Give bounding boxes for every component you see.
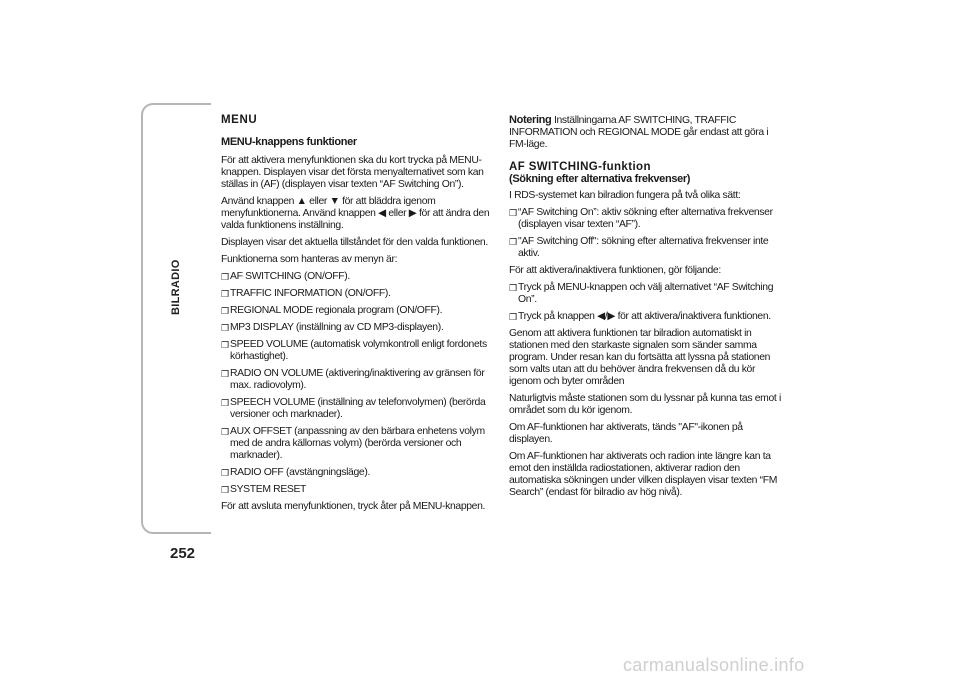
list-item: [221, 484, 491, 496]
body-paragraph: Naturligtvis måste stationen som du lyssnar på kunna tas emot i området som du kör igenom.: [509, 393, 781, 416]
list-item-text: “AF Switching On”: aktiv sökning efter alternativa frekvenser (displayen visar texten “AF”).: [518, 207, 773, 230]
list-item-text: [518, 311, 781, 323]
right-arrow-icon: ▶: [607, 311, 616, 322]
checkbox-bullet-icon: ❒: [221, 289, 229, 299]
list-item-text: REGIONAL MODE regionala program (ON/OFF).: [230, 305, 443, 316]
list-item: [221, 467, 491, 479]
list-item: [221, 368, 491, 392]
note-paragraph: [509, 114, 781, 151]
list-item: [509, 236, 781, 260]
list-item: [509, 207, 781, 231]
note-text: Inställningarna AF SWITCHING, TRAFFIC INFORMATION och REGIONAL MODE går endast att göra i FM-läge.: [509, 115, 769, 150]
list-item: [221, 271, 491, 283]
checkbox-bullet-icon: ❒: [509, 208, 517, 218]
nav-text-b: för att bläddra igenom menyfunktionerna. Använd knappen: [221, 196, 436, 219]
checkbox-bullet-icon: ❒: [221, 272, 229, 282]
af-switching-heading: AF SWITCHING-funktion: [509, 161, 651, 173]
step2-text-b: för att aktivera/inaktivera funktionen.: [617, 311, 771, 322]
list-item-text: AF SWITCHING (ON/OFF).: [230, 271, 350, 282]
nav-text-c: för att ändra den valda funktionens inställning.: [221, 208, 490, 231]
nav-or-1: eller: [309, 196, 328, 207]
nav-text-a: Använd knappen: [221, 196, 295, 207]
list-item-text: Tryck på MENU-knappen och välj alternativet “AF Switching On”.: [518, 282, 774, 305]
checkbox-bullet-icon: ❒: [221, 323, 229, 333]
list-item-text: SYSTEM RESET: [230, 484, 307, 495]
page-margin-frame: [141, 103, 211, 534]
checkbox-bullet-icon: ❒: [221, 306, 229, 316]
section-side-label: BILRADIO: [170, 259, 182, 315]
checkbox-bullet-icon: ❒: [221, 398, 229, 408]
body-paragraph: Genom att aktivera funktionen tar bilradion automatiskt in stationen med den starkaste signalen som sänder samma program. Under resan kan du fortsätta att lyssna på stationen som valts utan att du behöver ändra frekvensen då du kör igenom och byter områden: [509, 328, 771, 387]
list-item: [221, 288, 491, 300]
menu-heading: MENU: [221, 114, 258, 126]
body-paragraph: Om AF-funktionen har aktiverats, tänds "AF"-ikonen på displayen.: [509, 422, 743, 445]
checkbox-bullet-icon: ❒: [509, 283, 517, 293]
left-arrow-icon: ◀: [378, 208, 386, 219]
step2-text-a: Tryck på knappen: [518, 311, 595, 322]
checkbox-bullet-icon: ❒: [221, 485, 229, 495]
checkbox-bullet-icon: ❒: [221, 369, 229, 379]
list-item-text: AUX OFFSET (anpassning av den bärbara enhetens volym med de andra källornas volym) (berörda versioner och marknader).: [230, 426, 485, 461]
checkbox-bullet-icon: ❒: [221, 340, 229, 350]
left-arrow-icon: ◀: [597, 311, 605, 322]
display-state-paragraph: Displayen visar det aktuella tillståndet för den valda funktionen.: [221, 237, 488, 248]
up-arrow-icon: ▲: [296, 196, 307, 207]
checkbox-bullet-icon: ❒: [509, 237, 517, 247]
list-item-text: SPEECH VOLUME (inställning av telefonvolymen) (berörda versioner och marknader).: [230, 397, 486, 420]
rds-intro-paragraph: I RDS-systemet kan bilradion fungera på två olika sätt:: [509, 190, 741, 201]
down-arrow-icon: ▼: [329, 196, 340, 207]
page-number: 252: [170, 545, 196, 562]
slash-separator: /: [604, 311, 608, 322]
list-item: [221, 426, 491, 462]
note-label: Notering: [509, 114, 552, 126]
checkbox-bullet-icon: ❒: [221, 468, 229, 478]
watermark: carmanualsonline.info: [623, 655, 805, 675]
closing-paragraph: För att avsluta menyfunktionen, tryck åter på MENU-knappen.: [221, 501, 486, 512]
checkbox-bullet-icon: ❒: [509, 312, 517, 322]
body-paragraph: Om AF-funktionen har aktiverats och radion inte längre kan ta emot den inställda radiostationen, aktiverar radion den automatiska sökningen under vilken displayen visar texten “FM Search” (endast för bilradio av hög nivå).: [509, 451, 778, 498]
menu-intro-paragraph: För att aktivera menyfunktionen ska du kort trycka på MENU-knappen. Displayen visar det första menyalternativet som kan ställas in (AF) (displayen visar texten “AF Switching On”).: [221, 155, 484, 190]
nav-or-2: eller: [388, 208, 407, 219]
list-item: [221, 397, 491, 421]
left-column: [221, 114, 491, 518]
navigation-paragraph: [221, 196, 491, 232]
functions-intro-paragraph: Funktionerna som hanteras av menyn är:: [221, 254, 398, 265]
right-column: [509, 114, 781, 504]
list-item: [221, 322, 491, 334]
list-item-text: RADIO ON VOLUME (aktivering/inaktivering av gränsen för max. radiovolym).: [230, 368, 485, 391]
list-item: [509, 282, 781, 306]
list-item-text: RADIO OFF (avstängningsläge).: [230, 467, 370, 478]
list-item-text: SPEED VOLUME (automatisk volymkontroll enligt fordonets körhastighet).: [230, 339, 487, 362]
right-arrow-icon: ▶: [408, 208, 417, 219]
list-item: [221, 305, 491, 317]
af-switching-subheading: (Sökning efter alternativa frekvenser): [509, 173, 691, 185]
list-item-text: TRAFFIC INFORMATION (ON/OFF).: [230, 288, 391, 299]
activate-intro-paragraph: För att aktivera/inaktivera funktionen, gör följande:: [509, 265, 721, 276]
list-item: [509, 311, 781, 323]
list-item-text: "AF Switching Off": sökning efter alternativa frekvenser inte aktiv.: [518, 236, 769, 259]
list-item-text: MP3 DISPLAY (inställning av CD MP3-displayen).: [230, 322, 444, 333]
checkbox-bullet-icon: ❒: [221, 427, 229, 437]
list-item: [221, 339, 491, 363]
menu-functions-subheading: MENU-knappens funktioner: [221, 136, 357, 148]
